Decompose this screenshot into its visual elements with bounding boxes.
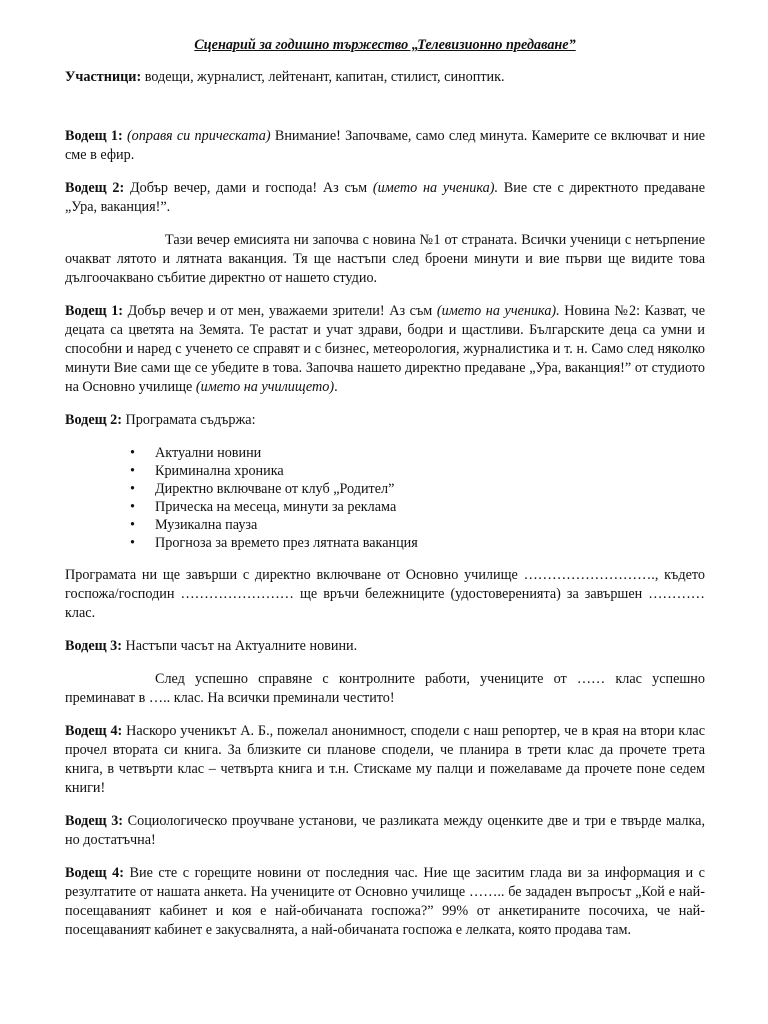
bullet-icon: • bbox=[130, 463, 135, 479]
stage-direction: (оправя си прическата) bbox=[126, 128, 271, 144]
list-item: • Музикална пауза bbox=[130, 517, 258, 533]
paragraph-host4-books bbox=[65, 722, 705, 798]
speech-text: Настъпи часът на Актуалните новини. bbox=[121, 638, 358, 654]
paragraph-host2-greeting bbox=[65, 179, 705, 217]
speech-text: Добър вечер, дами и господа! Аз съм bbox=[124, 180, 373, 196]
speech-text: Социологическо проучване установи, че разликата между оценките две и три е твърде малка, но достатъчна! bbox=[65, 813, 706, 848]
list-item: • Актуални новини bbox=[130, 445, 262, 461]
speaker-label: Водещ 1: bbox=[65, 303, 124, 319]
list-item: • Прическа на месеца, минути за реклама bbox=[130, 499, 397, 515]
bullet-icon: • bbox=[130, 517, 135, 533]
speaker-label: Водещ 4: bbox=[65, 865, 124, 881]
speech-text: Вие сте с горещите новини от последния час. Ние ще заситим глада ви за информация и с резултатите от нашата анкета. На учениците от Основно училище …….. бе зададен въпросът „Кой е най-посещаваният кабинет и коя е най-обичаната госпожа?” 99% от анкетираните посочиха, че най-посещаваният кабинет е закусвалнята, а най-обичаната госпожа е лелката, която продава там. bbox=[65, 865, 705, 938]
bullet-icon: • bbox=[130, 535, 135, 551]
program-list bbox=[65, 444, 705, 552]
paragraph-host2-program bbox=[65, 411, 705, 430]
paragraph-host1-news2 bbox=[65, 302, 705, 397]
placeholder-note: (името на ученика). bbox=[372, 180, 498, 196]
speech-text: Вие сте с директното предаване „Ура, ваканция!”. bbox=[65, 180, 705, 215]
speech-text: Наскоро ученикът А. Б., пожелал анонимност, сподели с наш репортер, че в края на втори клас прочел втората си книга. За близките си планове сподели, че планира в трети клас да прочете трета книга, в четвърти клас – четвърта книга и т.н. Стискаме му палци и пожелаваме да прочете поне седем книги! bbox=[65, 723, 705, 796]
paragraph-program-ending: Програмата ни ще завърши с директно включване от Основно училище ………………………., където госпожа/господин …………………… ще връчи бележниците (удостоверенията) за завършен ………… клас. bbox=[65, 567, 705, 621]
paragraph-news1: Тази вечер емисията ни започва с новина №1 от страната. Всички ученици с нетърпение очакват лятото и лятната ваканция. Тя ще настъпи след броени минути и вие първи ще видите това дългоочаквано събитие директно от нашето студио. bbox=[65, 232, 705, 286]
participants-label: Участници: bbox=[65, 69, 142, 85]
speaker-label: Водещ 3: bbox=[65, 638, 122, 654]
paragraph-host4-poll bbox=[65, 864, 705, 940]
speech-text: Добър вечер и от мен, уважаеми зрители! Аз съм bbox=[123, 303, 437, 319]
speaker-label: Водещ 4: bbox=[65, 723, 123, 739]
bullet-icon: • bbox=[130, 499, 135, 515]
participants-text: водещи, журналист, лейтенант, капитан, стилист, синоптик. bbox=[141, 69, 505, 85]
bullet-icon: • bbox=[130, 445, 135, 461]
speaker-label: Водещ 3: bbox=[65, 813, 124, 829]
list-item: • Директно включване от клуб „Родител” bbox=[130, 481, 395, 497]
document-title: Сценарий за годишно тържество „Телевизионно предаване” bbox=[194, 37, 576, 53]
speech-text: Внимание! Започваме, само след минута. Камерите се включват и ние сме в ефир. bbox=[65, 128, 705, 163]
speech-text: Новина №2: Казват, че децата са цветята на Земята. Те растат и учат здрави, бодри и щастливи. Българските деца са умни и способни и наред с ученето се справят и с бизнес, метеорология, журналистика и т. н. Само след няколко минути Вие сами ще се убедите в това. Започва нашето директно предаване „Ура, ваканция!” от студиото на Основно училище bbox=[65, 303, 705, 395]
list-item: • Криминална хроника bbox=[130, 463, 284, 479]
paragraph-host3-news bbox=[65, 637, 705, 656]
speech-text: Програмата съдържа: bbox=[121, 412, 256, 428]
list-item: • Прогноза за времето през лятната ваканция bbox=[130, 535, 418, 551]
bullet-icon: • bbox=[130, 481, 135, 497]
paragraph-host3-survey bbox=[65, 812, 705, 850]
speaker-label: Водещ 2: bbox=[65, 412, 122, 428]
speaker-label: Водещ 1: bbox=[65, 128, 123, 144]
speech-text: . bbox=[334, 379, 338, 395]
participants-paragraph bbox=[65, 68, 705, 87]
paragraph-tests-news: След успешно справяне с контролните работи, учениците от …… клас успешно преминават в ….. клас. На всички преминали честито! bbox=[65, 671, 705, 706]
placeholder-note: (името на училището) bbox=[195, 379, 335, 395]
placeholder-note: (името на ученика). bbox=[436, 303, 560, 319]
paragraph-host1-intro bbox=[65, 127, 705, 165]
speaker-label: Водещ 2: bbox=[65, 180, 125, 196]
